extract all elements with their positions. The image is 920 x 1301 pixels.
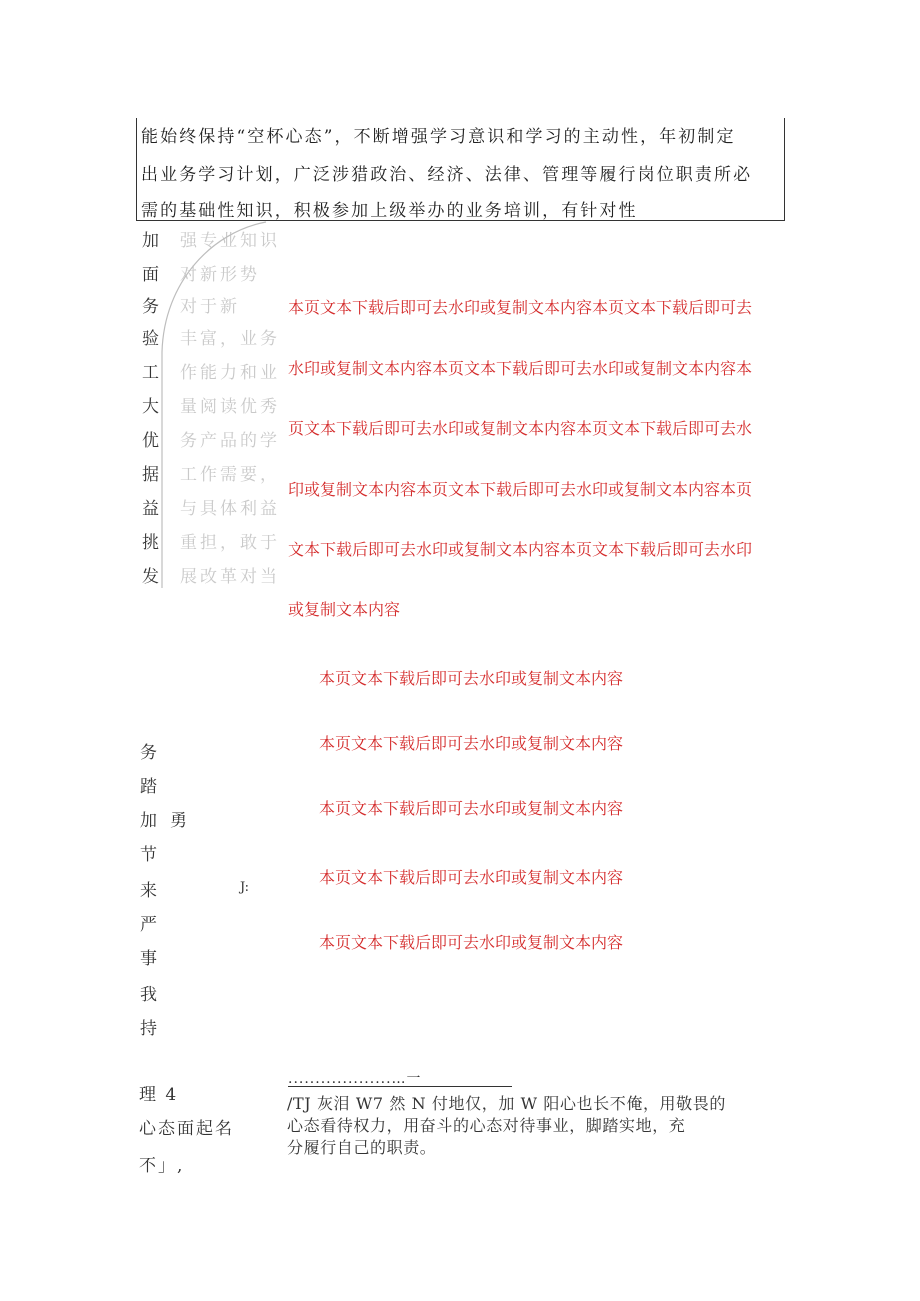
watermark-line: 水印或复制文本内容本页文本下载后即可去水印或复制文本内容本 (288, 359, 753, 378)
vertical-char: 来 (140, 881, 157, 901)
faded-fragment: 对于新 (180, 297, 240, 317)
watermark-line: 文本下载后即可去水印或复制文本内容本页文本下载后即可去水印 (288, 540, 753, 559)
left-column-char: 务 (142, 297, 159, 317)
faded-fragment: 对新形势 (180, 265, 260, 285)
bottom-left-line: 不」, (139, 1156, 185, 1176)
bottom-text-line: 心态看待权力，用奋斗的心态对待事业，脚踏实地，充 (287, 1116, 686, 1135)
left-column-char: 益 (142, 499, 159, 519)
watermark-short-line: 本页文本下载后即可去水印或复制文本内容 (319, 669, 624, 688)
left-column-char: 挑 (142, 533, 159, 553)
faded-fragment: 丰富，业务 (180, 329, 280, 349)
bottom-left-line: 理 4 (139, 1085, 179, 1105)
left-column-char: 大 (142, 397, 159, 417)
watermark-short-line: 本页文本下载后即可去水印或复制文本内容 (319, 868, 624, 887)
top-text-box (136, 118, 785, 221)
vertical-char: 严 (140, 915, 157, 935)
left-column-char: 工 (142, 363, 159, 383)
faded-fragment: 与具体利益 (180, 499, 280, 519)
watermark-line: 印或复制文本内容本页文本下载后即可去水印或复制文本内容本页 (288, 480, 753, 499)
vertical-char: 加 (140, 811, 157, 831)
left-column-char: 发 (142, 567, 159, 587)
watermark-line: 或复制文本内容 (288, 600, 401, 619)
watermark-short-line: 本页文本下载后即可去水印或复制文本内容 (319, 933, 624, 952)
left-column-char: 加 (142, 231, 159, 251)
vertical-char: 事 (140, 949, 157, 969)
top-text-line-1: 能始终保持“空杯心态”，不断增强学习意识和学习的主动性，年初制定 (141, 127, 736, 147)
bottom-text-line: /TJ 灰泪 W7 然 N 付地仅，加 W 阳心也长不俺，用敬畏的 (287, 1094, 726, 1113)
side-mark-brave: 勇 (170, 811, 187, 831)
top-text-line-2: 出业务学习计划，广泛涉猎政治、经济、法律、管理等履行岗位职责所必 (141, 165, 753, 185)
top-text-line-3: 需的基础性知识，积极参加上级举办的业务培训，有针对性 (141, 201, 638, 221)
watermark-line: 本页文本下载后即可去水印或复制文本内容本页文本下载后即可去 (288, 298, 753, 317)
side-mark-j: J: (240, 880, 250, 895)
bottom-left-line: 心态面起名 (139, 1119, 234, 1139)
faded-fragment: 强专业知识 (180, 231, 280, 251)
watermark-line: 页文本下载后即可去水印或复制文本内容本页文本下载后即可去水 (288, 419, 753, 438)
bottom-text-line: 分履行自己的职责。 (287, 1138, 437, 1157)
left-column-char: 据 (142, 465, 159, 485)
vertical-char: 持 (140, 1019, 157, 1039)
left-column-char: 面 (142, 265, 159, 285)
faded-fragment: 工作需要， (180, 465, 280, 485)
watermark-short-line: 本页文本下载后即可去水印或复制文本内容 (319, 799, 624, 818)
left-column-char: 优 (142, 431, 159, 451)
page-curl-arc (140, 220, 280, 590)
watermark-short-line: 本页文本下载后即可去水印或复制文本内容 (319, 734, 624, 753)
vertical-char: 踏 (140, 777, 157, 797)
faded-fragment: 重担，敢于 (180, 533, 280, 553)
dotted-rule: ...................…一 (288, 1072, 512, 1087)
faded-fragment: 展改革对当 (180, 567, 280, 587)
faded-fragment: 量阅读优秀 (180, 397, 280, 417)
vertical-char: 我 (140, 985, 157, 1005)
left-column-char: 验 (142, 329, 159, 349)
vertical-char: 务 (140, 743, 157, 763)
faded-fragment: 作能力和业 (180, 363, 280, 383)
vertical-char: 节 (140, 845, 157, 865)
faded-fragment: 务产品的学 (180, 431, 280, 451)
